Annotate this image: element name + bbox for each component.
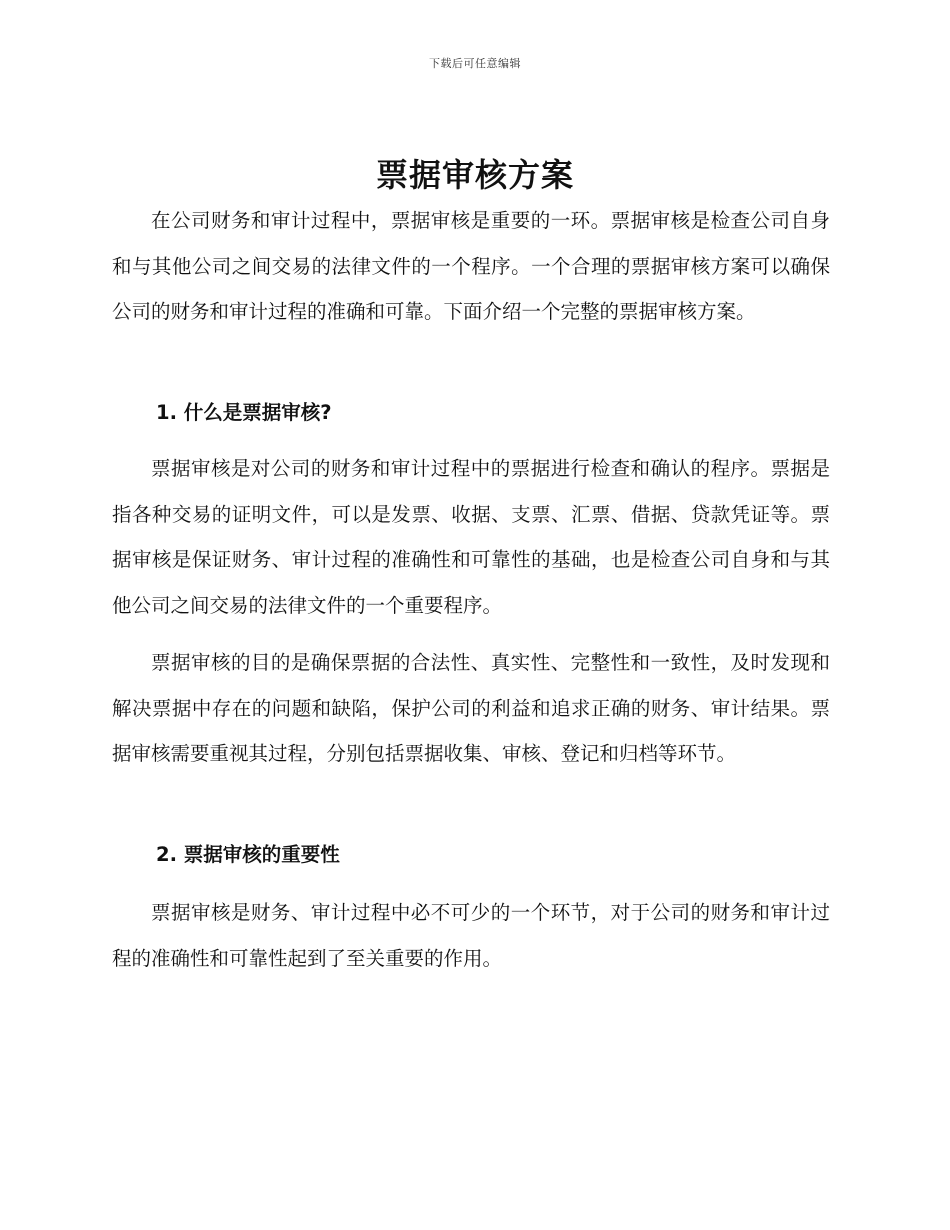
purpose-paragraph: 票据审核的目的是确保票据的合法性、真实性、完整性和一致性，及时发现和解决票据中存在的问题和缺陷，保护公司的利益和追求正确的财务、审计结果。票据审核需要重视其过程，分别包括票据收集、审核、登记和归档等环节。 (112, 651, 830, 765)
header-note: 下载后可任意编辑 (429, 57, 521, 70)
document-title: 票据审核方案 (375, 156, 574, 194)
section-heading-importance: 2. 票据审核的重要性 (156, 843, 340, 866)
definition-paragraph: 票据审核是对公司的财务和审计过程中的票据进行检查和确认的程序。票据是指各种交易的证明文件，可以是发票、收据、支票、汇票、借据、贷款凭证等。票据审核是保证财务、审计过程的准确性和可靠性的基础，也是检查公司自身和与其他公司之间交易的法律文件的一个重要程序。 (112, 457, 830, 617)
intro-paragraph: 在公司财务和审计过程中，票据审核是重要的一环。票据审核是检查公司自身和与其他公司之间交易的法律文件的一个程序。一个合理的票据审核方案可以确保公司的财务和审计过程的准确和可靠。下面介绍一个完整的票据审核方案。 (112, 209, 830, 323)
section-heading-what-is: 1. 什么是票据审核? (156, 401, 332, 424)
importance-paragraph: 票据审核是财务、审计过程中必不可少的一个环节，对于公司的财务和审计过程的准确性和可靠性起到了至关重要的作用。 (112, 901, 830, 970)
